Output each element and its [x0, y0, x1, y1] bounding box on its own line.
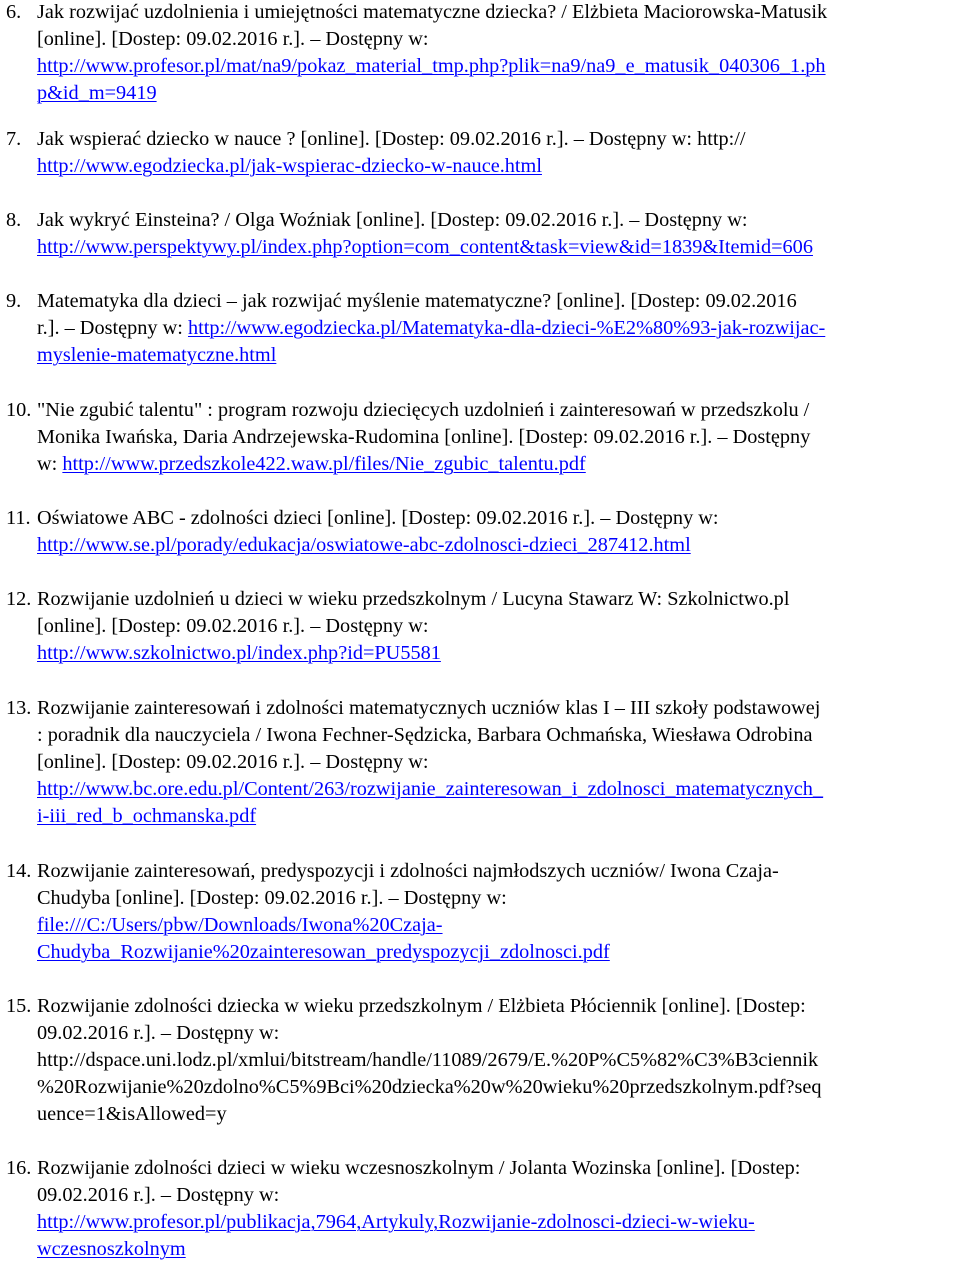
reference-text: Monika Iwańska, Daria Andrzejewska-Rudomina [online]. [Dostep: 09.02.2016 r.]. – Dostępny	[37, 426, 811, 448]
reference-text: Rozwijanie zainteresowań i zdolności matematycznych uczniów klas I – III szkoły podstawowej	[37, 697, 821, 719]
reference-line	[37, 993, 806, 1020]
reference-text: Oświatowe ABC - zdolności dzieci [online]. [Dostep: 09.02.2016 r.]. – Dostępny w:	[37, 507, 719, 529]
reference-entry	[0, 505, 960, 559]
reference-text: Rozwijanie zainteresowań, predyspozycji i zdolności najmłodszych uczniów/ Iwona Czaja-	[37, 860, 779, 882]
reference-link[interactable]: http://www.przedszkole422.waw.pl/files/Nie_zgubic_talentu.pdf	[62, 453, 586, 475]
reference-text: %20Rozwijanie%20zdolno%C5%9Bci%20dziecka%20w%20wieku%20przedszkolnym.pdf?seq	[37, 1076, 822, 1098]
reference-line	[37, 53, 826, 80]
reference-link[interactable]: file:///C:/Users/pbw/Downloads/Iwona%20Czaja-	[37, 914, 443, 936]
reference-line	[37, 695, 820, 722]
reference-line	[37, 342, 276, 369]
reference-line	[37, 1182, 279, 1209]
reference-line	[37, 640, 441, 667]
reference-line	[37, 0, 827, 26]
reference-number: 7.	[6, 128, 22, 150]
reference-text: Jak wspierać dziecko w nauce ? [online]. [Dostep: 09.02.2016 r.]. – Dostępny w: http://	[37, 128, 746, 150]
reference-line	[37, 1155, 800, 1182]
reference-entry	[0, 858, 960, 966]
reference-text: Rozwijanie uzdolnień u dzieci w wieku przedszkolnym / Lucyna Stawarz W: Szkolnictwo.pl	[37, 588, 790, 610]
reference-line	[37, 722, 813, 749]
reference-line	[37, 1047, 818, 1074]
reference-link[interactable]: Chudyba_Rozwijanie%20zainteresowan_predyspozycji_zdolnosci.pdf	[37, 941, 610, 963]
reference-line	[37, 505, 719, 532]
reference-line	[37, 451, 586, 478]
reference-link[interactable]: myslenie-matematyczne.html	[37, 344, 277, 366]
reference-text: w:	[37, 453, 63, 475]
reference-entry	[0, 586, 960, 667]
reference-line	[37, 885, 507, 912]
reference-line	[37, 749, 429, 776]
reference-entry	[0, 0, 960, 107]
reference-number: 10.	[6, 399, 32, 421]
reference-line	[37, 803, 256, 830]
reference-entry	[0, 207, 960, 261]
reference-line	[37, 26, 429, 53]
reference-number: 15.	[6, 995, 32, 1017]
reference-text: uence=1&isAllowed=y	[37, 1103, 227, 1125]
reference-number: 13.	[6, 697, 32, 719]
reference-text: 09.02.2016 r.]. – Dostępny w:	[37, 1184, 280, 1206]
reference-link[interactable]: i-iii_red_b_ochmanska.pdf	[37, 805, 257, 827]
reference-line	[37, 1236, 186, 1263]
reference-number: 9.	[6, 290, 22, 312]
reference-link[interactable]: http://www.egodziecka.pl/Matematyka-dla-dzieci-%E2%80%93-jak-rozwijac-	[187, 317, 826, 339]
reference-line	[37, 1074, 822, 1101]
reference-line	[37, 315, 825, 342]
reference-line	[37, 80, 157, 107]
reference-text: r.]. – Dostępny w:	[37, 317, 188, 339]
reference-line	[37, 234, 813, 261]
reference-text: Matematyka dla dzieci – jak rozwijać myślenie matematyczne? [online]. [Dostep: 09.02.2016	[37, 290, 797, 312]
reference-entry	[0, 288, 960, 369]
reference-entry	[0, 695, 960, 830]
reference-link[interactable]: wczesnoszkolnym	[37, 1238, 186, 1260]
reference-entry	[0, 993, 960, 1128]
reference-text: http://dspace.uni.lodz.pl/xmlui/bitstream/handle/11089/2679/E.%20P%C5%82%C3%B3ciennik	[37, 1049, 819, 1071]
reference-text: Jak wykryć Einsteina? / Olga Woźniak [online]. [Dostep: 09.02.2016 r.]. – Dostępny w:	[37, 209, 748, 231]
reference-text: Rozwijanie zdolności dziecka w wieku przedszkolnym / Elżbieta Płóciennik [online]. [Dostep:	[37, 995, 806, 1017]
reference-link[interactable]: http://www.profesor.pl/mat/na9/pokaz_material_tmp.php?plik=na9/na9_e_matusik_040306_1.ph	[37, 55, 826, 77]
reference-line	[37, 939, 610, 966]
reference-number: 12.	[6, 588, 32, 610]
reference-text: Chudyba [online]. [Dostep: 09.02.2016 r.]. – Dostępny w:	[37, 887, 507, 909]
reference-link[interactable]: http://www.bc.ore.edu.pl/Content/263/rozwijanie_zainteresowan_i_zdolnosci_matematycznych_	[37, 778, 824, 800]
reference-line	[37, 776, 823, 803]
reference-line	[37, 397, 809, 424]
reference-text: "Nie zgubić talentu" : program rozwoju dziecięcych uzdolnień i zainteresowań w przedszkolu /	[37, 399, 810, 421]
reference-line	[37, 586, 789, 613]
reference-line	[37, 207, 748, 234]
reference-link[interactable]: http://www.se.pl/porady/edukacja/oswiatowe-abc-zdolnosci-dzieci_287412.html	[37, 534, 691, 556]
reference-text: 09.02.2016 r.]. – Dostępny w:	[37, 1022, 280, 1044]
reference-text: [online]. [Dostep: 09.02.2016 r.]. – Dostępny w:	[37, 615, 429, 637]
reference-line	[37, 532, 691, 559]
reference-line	[37, 1020, 279, 1047]
reference-link[interactable]: http://www.egodziecka.pl/jak-wspierac-dziecko-w-nauce.html	[37, 155, 542, 177]
reference-line	[37, 1101, 227, 1128]
reference-line	[37, 424, 810, 451]
reference-text: : poradnik dla nauczyciela / Iwona Fechner-Sędzicka, Barbara Ochmańska, Wiesława Odrobina	[37, 724, 813, 746]
reference-line	[37, 126, 746, 153]
reference-number: 14.	[6, 860, 32, 882]
reference-text: [online]. [Dostep: 09.02.2016 r.]. – Dostępny w:	[37, 751, 429, 773]
reference-text: Jak rozwijać uzdolnienia i umiejętności matematyczne dziecka? / Elżbieta Maciorowska-Matusik	[37, 1, 828, 23]
reference-line	[37, 1209, 755, 1236]
reference-entry	[0, 397, 960, 478]
reference-entry	[0, 126, 960, 180]
reference-text: Rozwijanie zdolności dzieci w wieku wczesnoszkolnym / Jolanta Wozinska [online]. [Dostep:	[37, 1157, 801, 1179]
reference-number: 6.	[6, 1, 22, 23]
reference-line	[37, 153, 542, 180]
reference-link[interactable]: http://www.szkolnictwo.pl/index.php?id=PU5581	[37, 642, 441, 664]
reference-number: 11.	[6, 507, 31, 529]
reference-link[interactable]: p&id_m=9419	[37, 82, 157, 104]
reference-entry	[0, 1155, 960, 1263]
reference-line	[37, 613, 429, 640]
reference-line	[37, 858, 779, 885]
reference-text: [online]. [Dostep: 09.02.2016 r.]. – Dostępny w:	[37, 28, 429, 50]
reference-number: 8.	[6, 209, 22, 231]
reference-line	[37, 912, 443, 939]
reference-number: 16.	[6, 1157, 32, 1179]
reference-line	[37, 288, 797, 315]
reference-link[interactable]: http://www.perspektywy.pl/index.php?option=com_content&task=view&id=1839&Itemid=606	[37, 236, 813, 258]
reference-link[interactable]: http://www.profesor.pl/publikacja,7964,Artykuly,Rozwijanie-zdolnosci-dzieci-w-wieku-	[37, 1211, 755, 1233]
